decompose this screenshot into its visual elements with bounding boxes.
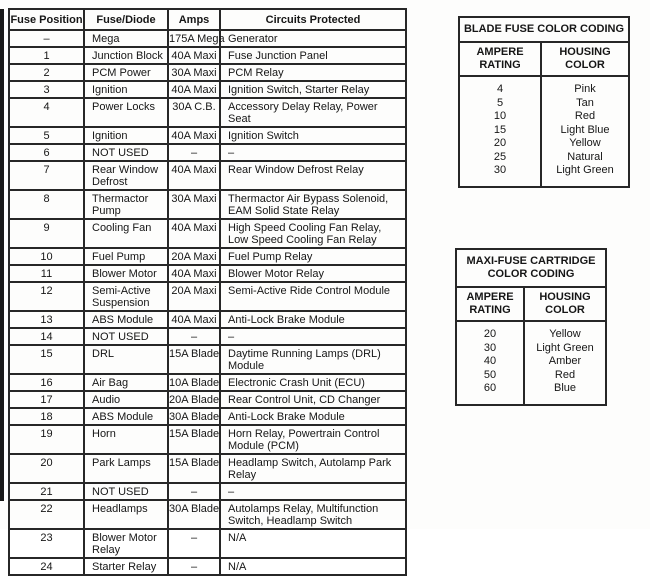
amps-cell: 10A Blade (168, 374, 220, 391)
fuse-row (9, 345, 406, 374)
housing-color-value: Amber (548, 355, 582, 367)
circuits-cell: N/A (220, 529, 406, 558)
fuse-name-cell: DRL (84, 345, 168, 374)
fuse-row (9, 454, 406, 483)
fuse-position-cell: 9 (9, 219, 84, 248)
amps-cell: – (168, 144, 220, 161)
fuse-name-cell: Audio (84, 391, 168, 408)
header-circuits: Circuits Protected (220, 9, 406, 30)
fuse-position-cell: 2 (9, 64, 84, 81)
fuse-name-cell: Cooling Fan (84, 219, 168, 248)
fuse-name-cell: NOT USED (84, 328, 168, 345)
maxi-title-row (456, 249, 606, 287)
maxi-housing-column (524, 321, 606, 405)
fuse-row (9, 144, 406, 161)
header-fuse-diode: Fuse/Diode (84, 9, 168, 30)
fuse-row (9, 127, 406, 144)
fuse-row (9, 311, 406, 328)
fuse-position-cell: 22 (9, 500, 84, 529)
circuits-cell: Semi-Active Ride Control Module (220, 282, 406, 311)
fuse-row (9, 500, 406, 529)
amps-cell: 30A Maxi (168, 64, 220, 81)
maxi-table-title: MAXI-FUSE CARTRIDGE COLOR CODING (456, 249, 606, 287)
fuse-position-cell: 14 (9, 328, 84, 345)
fuse-row (9, 47, 406, 64)
fuse-name-cell: Fuel Pump (84, 248, 168, 265)
amps-cell: – (168, 328, 220, 345)
blade-header-row (459, 42, 629, 76)
fuse-name-cell: Ignition (84, 127, 168, 144)
maxi-ampere-column (456, 321, 524, 405)
fuse-table (8, 8, 407, 576)
circuits-cell: Rear Control Unit, CD Changer (220, 391, 406, 408)
housing-color-value: Natural (567, 150, 603, 163)
circuits-cell: – (220, 483, 406, 500)
circuits-cell: PCM Relay (220, 64, 406, 81)
circuits-cell: Accessory Delay Relay, Power Seat (220, 98, 406, 127)
amps-cell: 15A Blade (168, 425, 220, 454)
fuse-row (9, 190, 406, 219)
blade-fuse-color-table (458, 16, 630, 188)
maxi-header-housing: HOUSING COLOR (524, 287, 606, 321)
ampere-rating-value: 30 (483, 341, 497, 354)
circuits-cell: Ignition Switch, Starter Relay (220, 81, 406, 98)
fuse-name-cell: Rear Window Defrost (84, 161, 168, 190)
fuse-position-cell: 24 (9, 558, 84, 575)
fuse-name-cell: Blower Motor (84, 265, 168, 282)
amps-cell: 30A C.B. (168, 98, 220, 127)
fuse-table-body (9, 30, 406, 575)
circuits-cell: Blower Motor Relay (220, 265, 406, 282)
ampere-rating-value: 60 (483, 382, 497, 394)
housing-color-value: Light Blue (560, 123, 610, 136)
fuse-row (9, 30, 406, 47)
fuse-name-cell: Starter Relay (84, 558, 168, 575)
fuse-row (9, 265, 406, 282)
ampere-rating-value: 20 (493, 137, 507, 149)
fuse-position-cell: 7 (9, 161, 84, 190)
fuse-position-cell: 20 (9, 454, 84, 483)
fuse-position-cell: 23 (9, 529, 84, 558)
fuse-position-cell: 4 (9, 98, 84, 127)
amps-cell: 15A Blade (168, 454, 220, 483)
fuse-row (9, 558, 406, 575)
amps-cell: – (168, 558, 220, 575)
housing-color-value: Red (574, 110, 596, 122)
housing-color-value: Light Green (536, 341, 594, 354)
blade-header-ampere: AMPERE RATING (459, 42, 541, 76)
amps-cell: 40A Maxi (168, 219, 220, 248)
amps-cell: 30A Blade (168, 500, 220, 529)
fuse-position-cell: 19 (9, 425, 84, 454)
fuse-position-cell: 3 (9, 81, 84, 98)
amps-cell: 40A Maxi (168, 47, 220, 64)
fuse-name-cell: Park Lamps (84, 454, 168, 483)
ampere-rating-value: 20 (483, 328, 497, 340)
ampere-rating-value: 10 (493, 110, 507, 122)
amps-cell: 40A Maxi (168, 265, 220, 282)
ampere-rating-value: 15 (493, 123, 507, 136)
circuits-cell: Thermactor Air Bypass Solenoid, EAM Solid State Relay (220, 190, 406, 219)
circuits-cell: Fuel Pump Relay (220, 248, 406, 265)
amps-cell: 15A Blade (168, 345, 220, 374)
blade-housing-column (541, 76, 629, 187)
housing-color-value: Pink (574, 83, 596, 95)
maxi-header-row (456, 287, 606, 321)
amps-cell: 30A Blade (168, 408, 220, 425)
maxi-data-row (456, 321, 606, 405)
amps-cell: 40A Maxi (168, 127, 220, 144)
fuse-name-cell: Thermactor Pump (84, 190, 168, 219)
fuse-row (9, 282, 406, 311)
fuse-position-cell: 6 (9, 144, 84, 161)
fuse-position-cell: 13 (9, 311, 84, 328)
fuse-row (9, 248, 406, 265)
housing-color-value: Blue (553, 382, 577, 394)
fuse-name-cell: Horn (84, 425, 168, 454)
housing-color-value: Yellow (549, 328, 581, 340)
circuits-cell: – (220, 144, 406, 161)
amps-cell: 30A Maxi (168, 190, 220, 219)
fuse-name-cell: Headlamps (84, 500, 168, 529)
circuits-cell: Fuse Junction Panel (220, 47, 406, 64)
circuits-cell: Daytime Running Lamps (DRL) Module (220, 345, 406, 374)
fuse-name-cell: Junction Block (84, 47, 168, 64)
circuits-cell: Anti-Lock Brake Module (220, 311, 406, 328)
amps-cell: 40A Maxi (168, 81, 220, 98)
fuse-position-cell: – (9, 30, 84, 47)
ampere-rating-value: 50 (483, 368, 497, 381)
circuits-cell: Rear Window Defrost Relay (220, 161, 406, 190)
amps-cell: 40A Maxi (168, 161, 220, 190)
circuits-cell: Autolamps Relay, Multifunction Switch, Headlamp Switch (220, 500, 406, 529)
header-amps: Amps (168, 9, 220, 30)
fuse-name-cell: PCM Power (84, 64, 168, 81)
fuse-name-cell: Semi-Active Suspension (84, 282, 168, 311)
amps-cell: – (168, 483, 220, 500)
amps-cell: 20A Maxi (168, 282, 220, 311)
ampere-rating-value: 30 (493, 164, 507, 176)
circuits-cell: Anti-Lock Brake Module (220, 408, 406, 425)
fuse-position-cell: 11 (9, 265, 84, 282)
fuse-position-cell: 5 (9, 127, 84, 144)
amps-cell: 20A Maxi (168, 248, 220, 265)
fuse-name-cell: ABS Module (84, 311, 168, 328)
amps-cell: 20A Blade (168, 391, 220, 408)
blade-data-row (459, 76, 629, 187)
housing-color-value: Tan (576, 96, 594, 109)
circuits-cell: Horn Relay, Powertrain Control Module (PCM) (220, 425, 406, 454)
fuse-position-cell: 8 (9, 190, 84, 219)
circuits-cell: Headlamp Switch, Autolamp Park Relay (220, 454, 406, 483)
fuse-name-cell: Mega (84, 30, 168, 47)
fuse-position-cell: 17 (9, 391, 84, 408)
blade-title-row (459, 17, 629, 42)
fuse-row (9, 374, 406, 391)
amps-cell: 175A Mega (168, 30, 220, 47)
fuse-row (9, 328, 406, 345)
fuse-row (9, 98, 406, 127)
fuse-row (9, 483, 406, 500)
fuse-position-cell: 15 (9, 345, 84, 374)
fuse-position-cell: 18 (9, 408, 84, 425)
fuse-name-cell: Power Locks (84, 98, 168, 127)
fuse-row (9, 64, 406, 81)
blade-ampere-column (459, 76, 541, 187)
ampere-rating-value: 4 (496, 83, 504, 95)
header-fuse-position: Fuse Position (9, 9, 84, 30)
fuse-row (9, 425, 406, 454)
fuse-position-cell: 10 (9, 248, 84, 265)
fuse-name-cell: NOT USED (84, 144, 168, 161)
ampere-rating-value: 25 (493, 150, 507, 163)
fuse-name-cell: ABS Module (84, 408, 168, 425)
scan-edge-bar (0, 9, 4, 501)
maxi-header-ampere: AMPERE RATING (456, 287, 524, 321)
housing-color-value: Light Green (556, 164, 614, 176)
fuse-name-cell: Ignition (84, 81, 168, 98)
ampere-rating-value: 40 (483, 355, 497, 367)
fuse-row (9, 529, 406, 558)
fuse-row (9, 81, 406, 98)
fuse-row (9, 219, 406, 248)
fuse-name-cell: NOT USED (84, 483, 168, 500)
housing-color-value: Red (554, 368, 576, 381)
fuse-position-cell: 16 (9, 374, 84, 391)
amps-cell: 40A Maxi (168, 311, 220, 328)
fuse-position-cell: 1 (9, 47, 84, 64)
fuse-row (9, 408, 406, 425)
maxi-fuse-color-table (455, 248, 607, 406)
circuits-cell: High Speed Cooling Fan Relay, Low Speed Cooling Fan Relay (220, 219, 406, 248)
blade-table-title: BLADE FUSE COLOR CODING (459, 17, 629, 42)
fuse-name-cell: Air Bag (84, 374, 168, 391)
fuse-row (9, 161, 406, 190)
circuits-cell: Ignition Switch (220, 127, 406, 144)
circuits-cell: Generator (220, 30, 406, 47)
fuse-name-cell: Blower Motor Relay (84, 529, 168, 558)
fuse-position-cell: 12 (9, 282, 84, 311)
housing-color-value: Yellow (569, 137, 601, 149)
ampere-rating-value: 5 (496, 96, 504, 109)
fuse-position-cell: 21 (9, 483, 84, 500)
circuits-cell: N/A (220, 558, 406, 575)
circuits-cell: Electronic Crash Unit (ECU) (220, 374, 406, 391)
circuits-cell: – (220, 328, 406, 345)
amps-cell: – (168, 529, 220, 558)
blade-header-housing: HOUSING COLOR (541, 42, 629, 76)
fuse-row (9, 391, 406, 408)
fuse-table-header-row (9, 9, 406, 30)
